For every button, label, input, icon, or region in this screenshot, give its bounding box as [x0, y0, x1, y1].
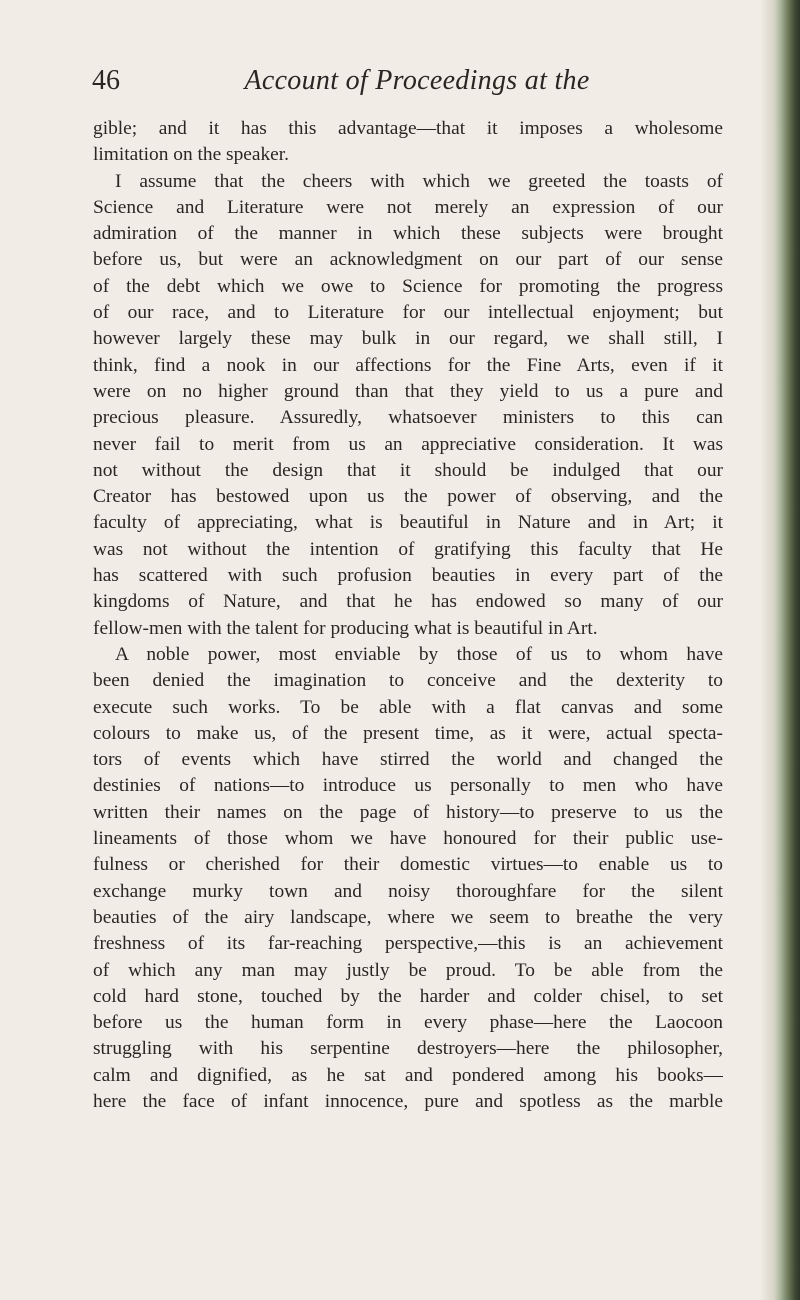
text-line: A noble power, most enviable by those of us to whom have: [115, 643, 723, 665]
running-title: Account of Proceedings at the: [244, 65, 590, 96]
text-line: limitation on the speaker.: [93, 144, 290, 166]
text-line: tors of events which have stirred the world and changed the: [93, 749, 723, 771]
text-line: before us the human form in every phase—here the Laocoon: [93, 1012, 723, 1034]
text-line: Creator has bestowed upon us the power of observing, and the: [93, 486, 723, 508]
text-line: fellow-men with the talent for producing what is beautiful in Art.: [93, 617, 598, 639]
text-line: Science and Literature were not merely an expression of our: [93, 196, 723, 218]
text-line: cold hard stone, touched by the harder and colder chisel, to set: [93, 985, 723, 1007]
page-number: 46: [92, 65, 120, 96]
text-line: beauties of the airy landscape, where we seem to breathe the very: [93, 906, 723, 928]
text-line: of which any man may justly be proud. To be able from the: [93, 959, 723, 981]
text-line: lineaments of those whom we have honoured for their public use-: [93, 828, 723, 850]
text-line: fulness or cherished for their domestic virtues—to enable us to: [93, 854, 723, 876]
body-text: [93, 116, 723, 1115]
text-line: however largely these may bulk in our regard, we shall still, I: [93, 328, 723, 350]
text-line: here the face of infant innocence, pure and spotless as the marble: [93, 1090, 723, 1112]
text-line: of the debt which we owe to Science for promoting the progress: [93, 275, 723, 297]
text-line: calm and dignified, as he sat and pondered among his books—: [93, 1064, 723, 1086]
text-line: execute such works. To be able with a flat canvas and some: [93, 696, 723, 718]
text-line: was not without the intention of gratifying this faculty that He: [93, 538, 723, 560]
text-line: not without the design that it should be indulged that our: [93, 459, 723, 481]
text-line: colours to make us, of the present time, as it were, actual specta-: [93, 722, 723, 744]
text-line: I assume that the cheers with which we greeted the toasts of: [115, 170, 723, 192]
text-line: faculty of appreciating, what is beautiful in Nature and in Art; it: [93, 512, 723, 534]
text-line: never fail to merit from us an appreciative consideration. It was: [93, 433, 723, 455]
text-line: destinies of nations—to introduce us personally to men who have: [93, 775, 723, 797]
text-line: struggling with his serpentine destroyers—here the philosopher,: [93, 1038, 723, 1060]
text-line: admiration of the manner in which these subjects were brought: [93, 223, 723, 245]
text-line: precious pleasure. Assuredly, whatsoever ministers to this can: [93, 407, 723, 429]
text-line: gible; and it has this advantage—that it imposes a wholesome: [93, 118, 723, 139]
text-line: been denied the imagination to conceive and the dexterity to: [93, 670, 723, 692]
text-line: kingdoms of Nature, and that he has endowed so many of our: [93, 591, 723, 613]
text-line: before us, but were an acknowledgment on our part of our sense: [93, 249, 723, 271]
text-line: of our race, and to Literature for our intellectual enjoyment; but: [93, 302, 723, 324]
text-line: written their names on the page of history—to preserve to us the: [93, 801, 723, 823]
binding-shadow: [760, 0, 774, 1300]
page-header: [92, 64, 742, 108]
text-line: were on no higher ground than that they yield to us a pure and: [93, 380, 723, 402]
text-line: think, find a nook in our affections for the Fine Arts, even if it: [93, 354, 723, 376]
text-line: exchange murky town and noisy thoroughfare for the silent: [93, 880, 723, 902]
book-binding-edge: [774, 0, 800, 1300]
text-line: freshness of its far-reaching perspective,—this is an achievement: [93, 933, 723, 955]
text-line: has scattered with such profusion beauties in every part of the: [93, 565, 723, 587]
